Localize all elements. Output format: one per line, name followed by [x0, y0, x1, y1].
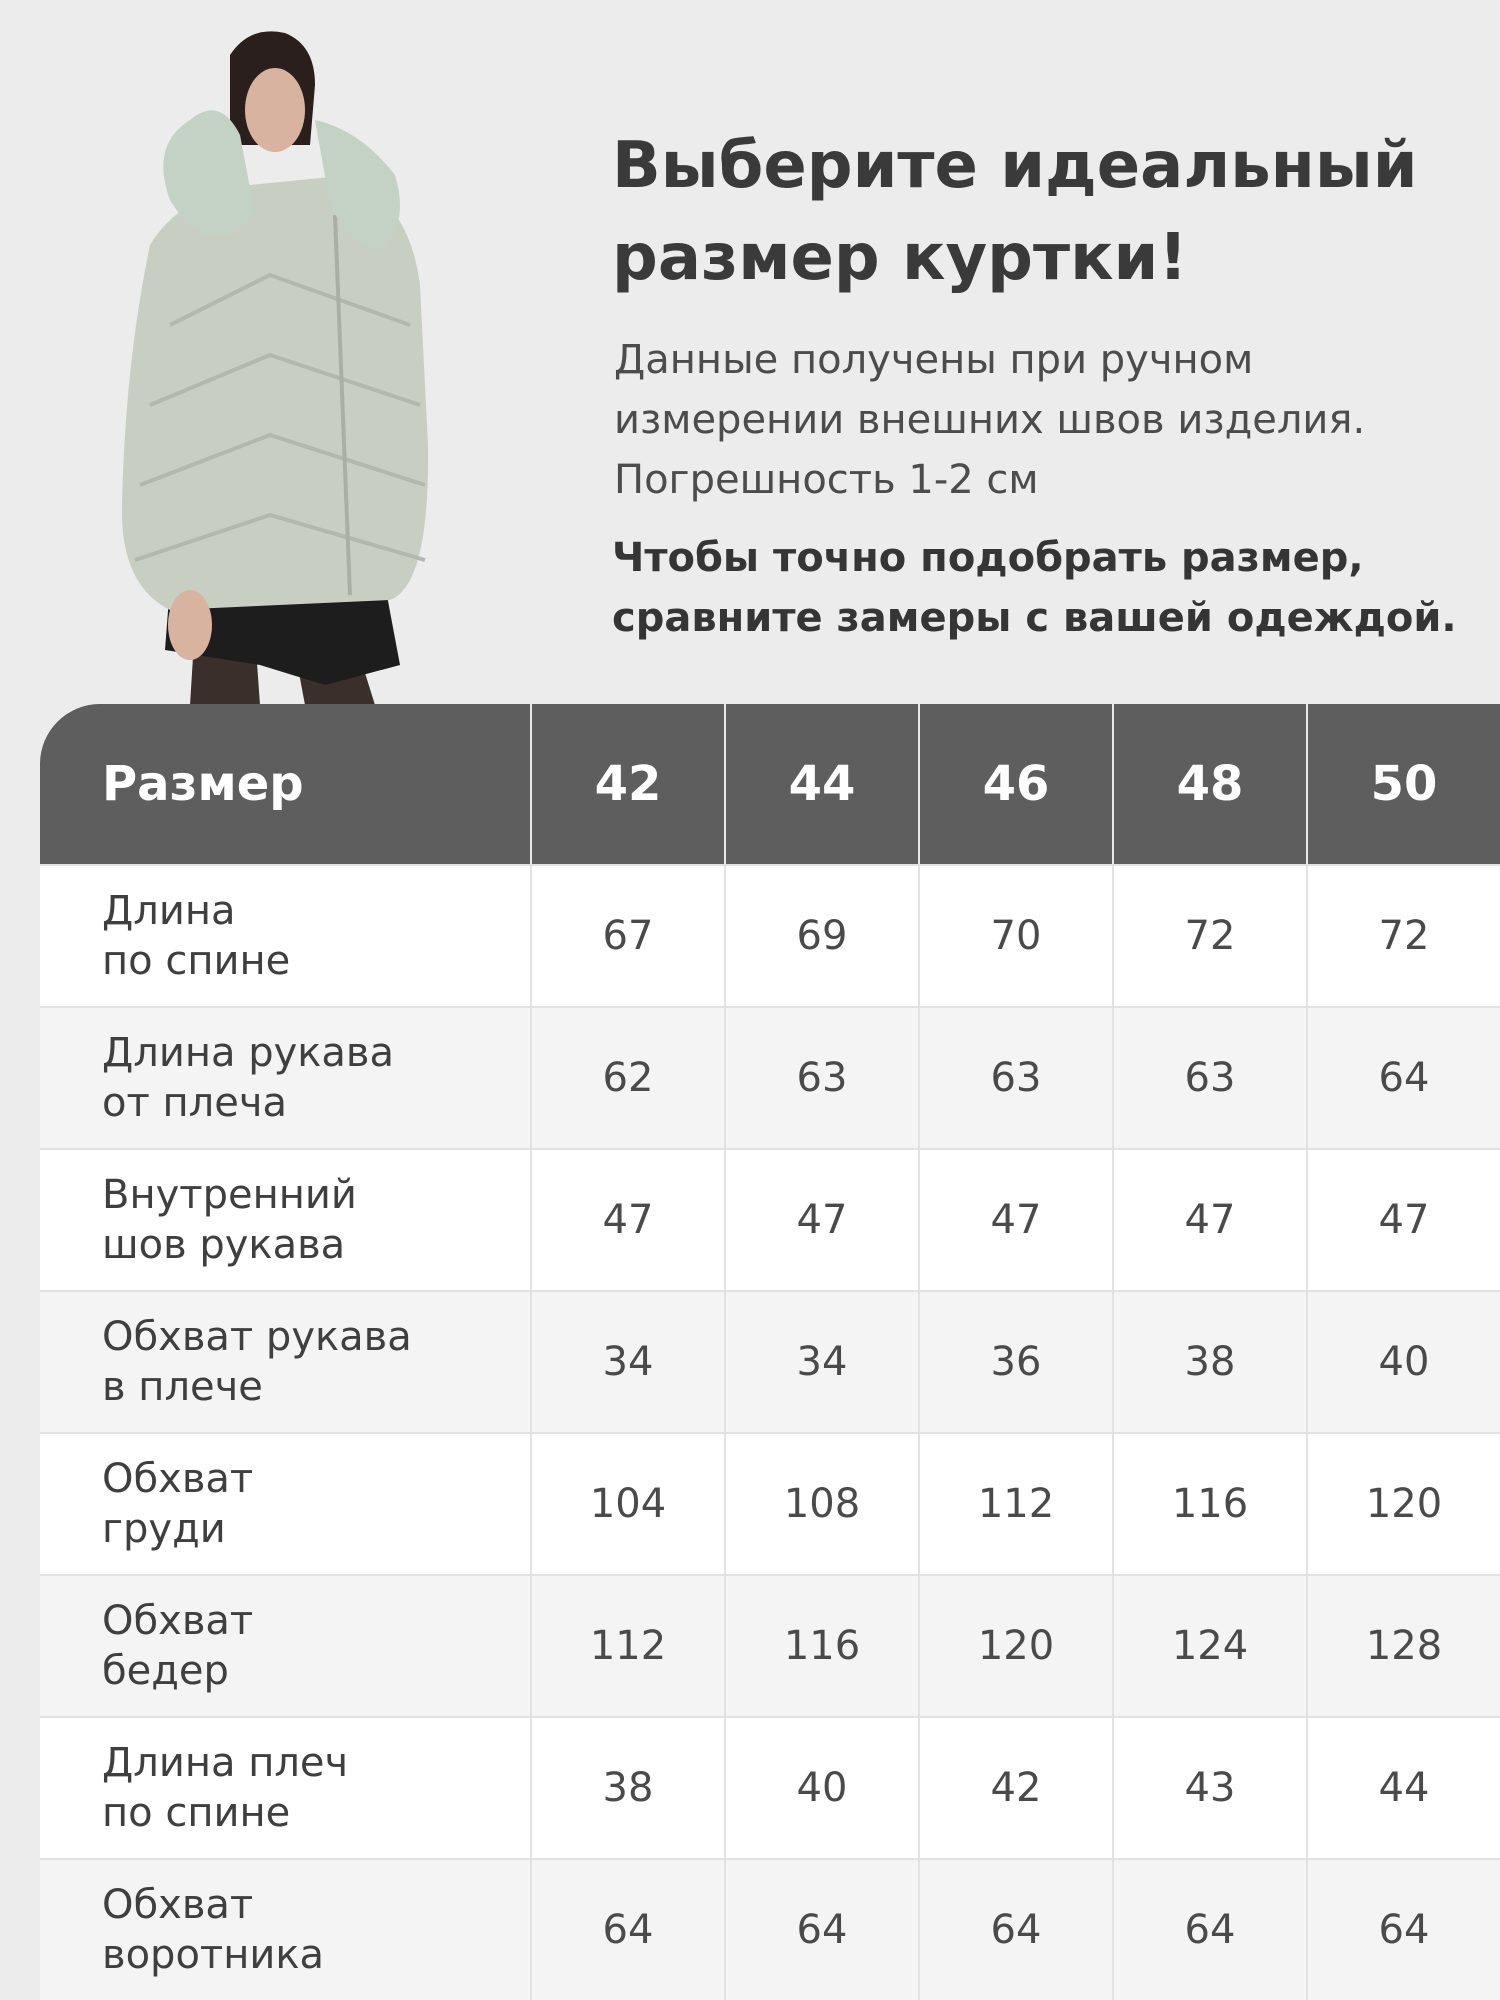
- row-label: Длина рукава от плеча: [40, 1006, 532, 1148]
- table-cell: 44: [1308, 1716, 1500, 1858]
- model-photo: [110, 25, 440, 705]
- row-label: Обхват рукава в плече: [40, 1290, 532, 1432]
- table-row: [40, 1432, 1500, 1574]
- table-cell: 64: [1308, 1006, 1500, 1148]
- table-cell: 36: [920, 1290, 1114, 1432]
- cta-line-1: Чтобы точно подобрать размер,: [612, 535, 1364, 581]
- table-row: [40, 1574, 1500, 1716]
- row-label: Обхват воротника: [40, 1858, 532, 2000]
- table-cell: 43: [1114, 1716, 1308, 1858]
- table-cell: 47: [726, 1148, 920, 1290]
- table-row: [40, 1858, 1500, 2000]
- face: [245, 68, 305, 152]
- table-cell: 70: [920, 864, 1114, 1006]
- note-line-2: измерении внешних швов изделия.: [614, 397, 1366, 443]
- table-cell: 112: [920, 1432, 1114, 1574]
- size-48-header: 48: [1114, 704, 1308, 864]
- table-cell: 38: [1114, 1290, 1308, 1432]
- table-cell: 112: [532, 1574, 726, 1716]
- table-cell: 34: [532, 1290, 726, 1432]
- table-cell: 63: [1114, 1006, 1308, 1148]
- table-row: [40, 1290, 1500, 1432]
- size-46-header: 46: [920, 704, 1114, 864]
- table-cell: 38: [532, 1716, 726, 1858]
- table-cell: 42: [920, 1716, 1114, 1858]
- table-row: [40, 864, 1500, 1006]
- title-line-2: размер куртки!: [612, 221, 1188, 295]
- table-row: [40, 1148, 1500, 1290]
- title-line-1: Выберите идеальный: [612, 129, 1418, 203]
- table-cell: 72: [1114, 864, 1308, 1006]
- table-cell: 34: [726, 1290, 920, 1432]
- table-cell: 64: [920, 1858, 1114, 2000]
- table-cell: 47: [920, 1148, 1114, 1290]
- table-cell: 120: [920, 1574, 1114, 1716]
- table-cell: 64: [726, 1858, 920, 2000]
- table-cell: 108: [726, 1432, 920, 1574]
- table-cell: 69: [726, 864, 920, 1006]
- row-label: Обхват бедер: [40, 1574, 532, 1716]
- table-row: [40, 1006, 1500, 1148]
- table-row: [40, 1716, 1500, 1858]
- table-cell: 116: [726, 1574, 920, 1716]
- table-cell: 104: [532, 1432, 726, 1574]
- table-cell: 63: [726, 1006, 920, 1148]
- table-cell: 63: [920, 1006, 1114, 1148]
- hand: [168, 590, 212, 660]
- table-cell: 116: [1114, 1432, 1308, 1574]
- table-cell: 40: [726, 1716, 920, 1858]
- table-cell: 124: [1114, 1574, 1308, 1716]
- size-50-header: 50: [1308, 704, 1500, 864]
- table-cell: 64: [1308, 1858, 1500, 2000]
- header-label: Размер: [40, 704, 532, 864]
- table-cell: 64: [532, 1858, 726, 2000]
- size-44-header: 44: [726, 704, 920, 864]
- row-label: Длина плеч по спине: [40, 1716, 532, 1858]
- table-cell: 72: [1308, 864, 1500, 1006]
- table-cell: 47: [532, 1148, 726, 1290]
- table-cell: 62: [532, 1006, 726, 1148]
- size-table: [40, 704, 1500, 2000]
- row-label: Длина по спине: [40, 864, 532, 1006]
- table-cell: 128: [1308, 1574, 1500, 1716]
- size-42-header: 42: [532, 704, 726, 864]
- table-cell: 120: [1308, 1432, 1500, 1574]
- note-line-3: Погрешность 1-2 см: [614, 457, 1039, 503]
- table-cell: 47: [1308, 1148, 1500, 1290]
- size-table-header: [40, 704, 1500, 864]
- note-line-1: Данные получены при ручном: [614, 337, 1254, 383]
- row-label: Обхват груди: [40, 1432, 532, 1574]
- table-cell: 67: [532, 864, 726, 1006]
- table-cell: 47: [1114, 1148, 1308, 1290]
- row-label: Внутренний шов рукава: [40, 1148, 532, 1290]
- page-title: [612, 120, 1472, 304]
- call-to-action: [612, 528, 1492, 648]
- table-cell: 40: [1308, 1290, 1500, 1432]
- cta-line-2: сравните замеры с вашей одеждой.: [612, 595, 1457, 641]
- measurement-note: [614, 330, 1474, 510]
- table-cell: 64: [1114, 1858, 1308, 2000]
